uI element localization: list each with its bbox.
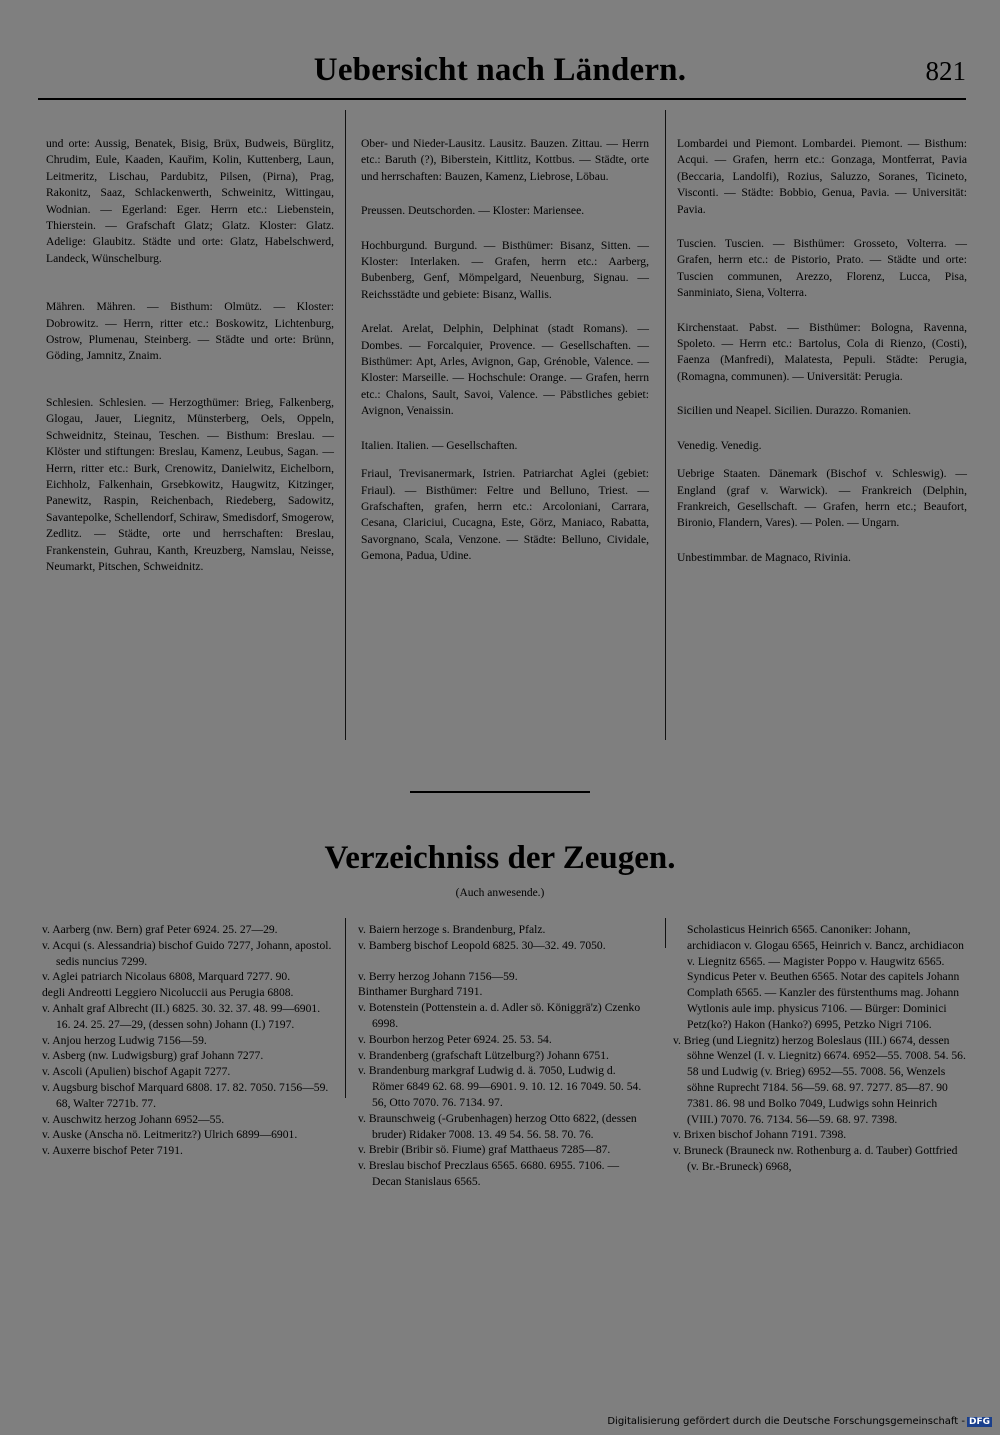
overview-entry: Unbestimmbar. de Magnaco, Rivinia. [677,550,851,564]
witness-entry: v. Brebir (Bribir sö. Fiume) graf Matthaeus 7285—87. [358,1143,611,1157]
overview-entry: Venedig. Venedig. [677,438,762,452]
overview-column-3 [677,136,967,566]
footer-text: Digitalisierung gefördert durch die Deutsche Forschungsgemeinschaft - [607,1416,965,1427]
witness-entry: v. Brandenberg (grafschaft Lützelburg?) Johann 6751. [358,1048,609,1062]
overview-entry: Mähren. Mähren. — Bisthum: Olmütz. — Kloster: Dobrowitz. — Herrn, ritter etc.: Boskowitz, Lichtenburg, Ostrow, Plumenau, Steinberg. — Städte und orte: Brünn, Göding, Jamnitz, Znaim. [46,300,334,363]
witness-entry: v. Braunschweig (-Grubenhagen) herzog Otto 6822, (dessen bruder) Ridaker 7008. 13. 49 54. 56. 58. 70. 76. [358,1111,637,1141]
witness-entry: v. Baiern herzoge s. Brandenburg, Pfalz. [358,923,546,936]
witness-entry: v. Auschwitz herzog Johann 6952—55. [42,1112,225,1126]
witness-entry: v. Ascoli (Apulien) bischof Agapit 7277. [42,1065,231,1079]
witness-entry: v. Augsburg bischof Marquard 6808. 17. 82. 7050. 7156—59. 68, Walter 7271b. 77. [42,1080,329,1110]
overview-entry: Tuscien. Tuscien. — Bisthümer: Grosseto, Volterra. — Grafen, herrn etc.: de Pistorio, Prato. — Städte und orte: Tuscien communen, Arezzo, Florenz, Lucca, Pisa, Sanminiato, Siena, Volterra. [677,237,967,300]
witness-entry: v. Anhalt graf Albrecht (II.) 6825. 30. 32. 37. 48. 99—6901. 16. 24. 25. 27—29, (dessen sohn) Johann (I.) 7197. [42,1001,321,1031]
witness-entry: v. Bourbon herzog Peter 6924. 25. 53. 54. [358,1032,552,1046]
section-title: Verzeichniss der Zeugen. [324,840,676,876]
witness-entry: v. Brieg (und Liegnitz) herzog Boleslaus (III.) 6674, dessen söhne Wenzel (I. v. Liegnitz) 6674. 6952—55. 7008. 54. 56. 58 und Ludwig (v. Brieg) 6952—55. 7008. 56, Wenzels söhne Ruprecht 7184. 56—59. 68. 97. 7277. 85—87. 90 7381. 86. 98 und Bolko 7049, Ludwigs sohn Heinrich (VIII.) 7070. 76. 7134. 56—59. 68. 97. 7398. [673,1033,966,1126]
witness-entry: v. Aarberg (nw. Bern) graf Peter 6924. 25. 27—29. [42,923,278,936]
witness-entry: Binthamer Burghard 7191. [358,985,483,999]
witness-entry: v. Auske (Anscha nö. Leitmeritz?) Ulrich 6899—6901. [42,1128,298,1142]
dfg-logo: DFG [968,1417,990,1427]
section-subtitle: (Auch anwesende.) [455,887,545,899]
overview-column-1 [46,136,334,575]
witness-column-1 [42,922,334,1159]
witness-entry: v. Bruneck (Brauneck nw. Rothenburg a. d. Tauber) Gottfried (v. Br.-Bruneck) 6968, [673,1144,958,1173]
overview-entry: Schlesien. Schlesien. — Herzogthümer: Brieg, Falkenberg, Glogau, Jauer, Liegnitz, Münsterberg, Oels, Oppeln, Schweidnitz, Steinau, Teschen. — Bisthum: Breslau. — Klöster und stiftungen: Breslau, Kamenz, Leubus, Sagan. — Herrn, ritter etc.: Burk, Crenowitz, Danielwitz, Eichelborn, Eichholz, Falkenhain, Grsebkowitz, Haugwitz, Kitzinger, Panewitz, Raspin, Reichenbach, Riedeberg, Sadowitz, Savantepolke, Schellendorf, Schiraw, Smedisdorf, Smogerow, Zedlitz. — Städte, orte und herrschaften: Breslau, Frankenstein, Guhrau, Kanth, Kreuzberg, Namslau, Neisse, Neumarkt, Pitschen, Schweidnitz. [46,395,334,573]
column-divider [345,110,346,740]
page-number: 821 [925,56,966,86]
witness-entry: v. Bamberg bischof Leopold 6825. 30—32. 49. 7050. [358,938,606,952]
witness-entry: degli Andreotti Leggiero Nicoluccii aus Perugia 6808. [42,986,294,1000]
overview-entry: Italien. Italien. — Gesellschaften. [361,438,518,452]
witness-entry: v. Anjou herzog Ludwig 7156—59. [42,1033,207,1047]
witness-entry: v. Auxerre bischof Peter 7191. [42,1144,183,1158]
witness-entry: v. Asberg (nw. Ludwigsburg) graf Johann 7277. [42,1049,264,1063]
witness-entry: v. Berry herzog Johann 7156—59. [358,969,518,983]
overview-entry: Arelat. Arelat, Delphin, Delphinat (stadt Romans). — Dombes. — Forcalquier, Provence. — Gesellschaften. — Bisthümer: Apt, Arles, Avignon, Gap, Grénoble, Valence. — Kloster: Marseille. — Hochschule: Orange. — Grafen, herrn etc.: Chalons, Sault, Savoi, Valence. — Päbstliches gebiet: Avignon, Venaissin. [361,322,649,418]
overview-entry: Friaul, Trevisanermark, Istrien. Patriarchat Aglei (gebiet: Friaul). — Bisthümer: Feltre und Belluno, Triest. — Grafschaften, grafen, herrn etc.: Arcoloniani, Carrara, Cesana, Clariciui, Cucagna, Este, Görz, Maniaco, Rabatta, Savorgnano, Scala, Venzone. — Städte: Belluno, Cividale, Gemona, Padua, Udine. [361,467,649,563]
column-divider [665,110,666,740]
witness-entry: Scholasticus Heinrich 6565. Canoniker: Johann, archidiacon v. Glogau 6565, Heinrich v. Bancz, archidiacon v. Liegnitz 6565. — Magister Poppo v. Haugwitz 6565. Syndicus Peter v. Beuthen 6565. Notar des capitels Johann Complath 6565. — Kanzler des fürstenthums mag. Johann Wytlonis aule imp. physicus 7106. — Bürger: Dominici Petz(ko?) Hakon (Hanko?) 6995, Petzko Nigri 7106. [687,923,964,1031]
witness-entry: v. Botenstein (Pottenstein a. d. Adler sö. Königgrä'z) Czenko 6998. [358,1001,641,1030]
footer-credit [607,1416,992,1427]
overview-column-2 [361,136,649,565]
overview-entry: Lombardei und Piemont. Lombardei. Piemont. — Bisthum: Acqui. — Grafen, herrn etc.: Gonzaga, Montferrat, Pavia (Beccaria, Landolfi), Rozius, Saluzzo, Soranes, Ticineto, Visconti. — Städte: Bobbio, Genua, Pavia. — Universität: Pavia. [677,137,967,216]
witness-column-2 [358,922,648,1190]
overview-entry: und orte: Aussig, Benatek, Bisig, Brüx, Budweis, Bürglitz, Chrudim, Eule, Kaaden, Kauřim, Kolin, Kuttenberg, Laun, Leitmeritz, Lischau, Pardubitz, Pilsen, (Pirna), Prag, Rakonitz, Saaz, Schlackenwerth, Schweinitz, Wittingau, Wodnian. — Egerland: Eger. Herrn etc.: Liebenstein, Thierstein. — Grafschaft Glatz; Glatz. Kloster: Glatz. Adelige: Glaubitz. Städte und orte: Glatz, Habelschwerd, Landeck, Wünschelburg. [46,137,334,265]
column-divider [665,918,666,948]
column-divider [345,918,346,1098]
header-rule [38,98,966,100]
witness-entry: v. Brixen bischof Johann 7191. 7398. [673,1128,847,1142]
witness-entry: v. Aglei patriarch Nicolaus 6808, Marquard 7277. 90. [42,970,291,984]
witness-entry: v. Acqui (s. Alessandria) bischof Guido 7277, Johann, apostol. sedis nuncius 7299. [42,938,332,968]
overview-entry: Sicilien und Neapel. Sicilien. Durazzo. Romanien. [677,404,912,418]
section-separator [410,791,590,793]
witness-entry: v. Brandenburg markgraf Ludwig d. ä. 7050, Ludwig d. Römer 6849 62. 68. 99—6901. 9. 10. 12. 16 7049. 50. 54. 56, Otto 7070. 76. 7134. 97. [358,1064,642,1109]
overview-entry: Kirchenstaat. Pabst. — Bisthümer: Bologna, Ravenna, Spoleto. — Herrn etc.: Bartolus, Cola di Rienzo, (Costi), Faenza (Manfredi), Malatesta, Pepuli. Städte: Perugia, (Romagna, communen). — Universität: Perugia. [677,320,967,383]
overview-entry: Preussen. Deutschorden. — Kloster: Mariensee. [361,204,585,218]
overview-entry: Ober- und Nieder-Lausitz. Lausitz. Bauzen. Zittau. — Herrn etc.: Baruth (?), Biberstein, Kittlitz, Kottbus. — Städte, orte und herrschaften: Bauzen, Kamenz, Liebrose, Löbau. [361,137,649,183]
witness-column-3 [673,922,967,1175]
page-title: Uebersicht nach Ländern. [313,52,687,88]
overview-entry: Hochburgund. Burgund. — Bisthümer: Bisanz, Sitten. — Kloster: Interlaken. — Grafen, herrn etc.: Aarberg, Bubenberg, Genf, Mömpelgard, Neuenburg, Signau. — Reichsstädte und gebiete: Bisanz, Wallis. [361,238,649,301]
overview-entry: Uebrige Staaten. Dänemark (Bischof v. Schleswig). — England (graf v. Warwick). — Frankreich (Delphin, Frankreich, Gesellschaft. — Grafen, herrn etc.; Beaufort, Bironio, Flandern, Vares). — Polen. — Ungarn. [677,467,967,530]
witness-entry: v. Breslau bischof Preczlaus 6565. 6680. 6955. 7106. — Decan Stanislaus 6565. [358,1159,620,1188]
